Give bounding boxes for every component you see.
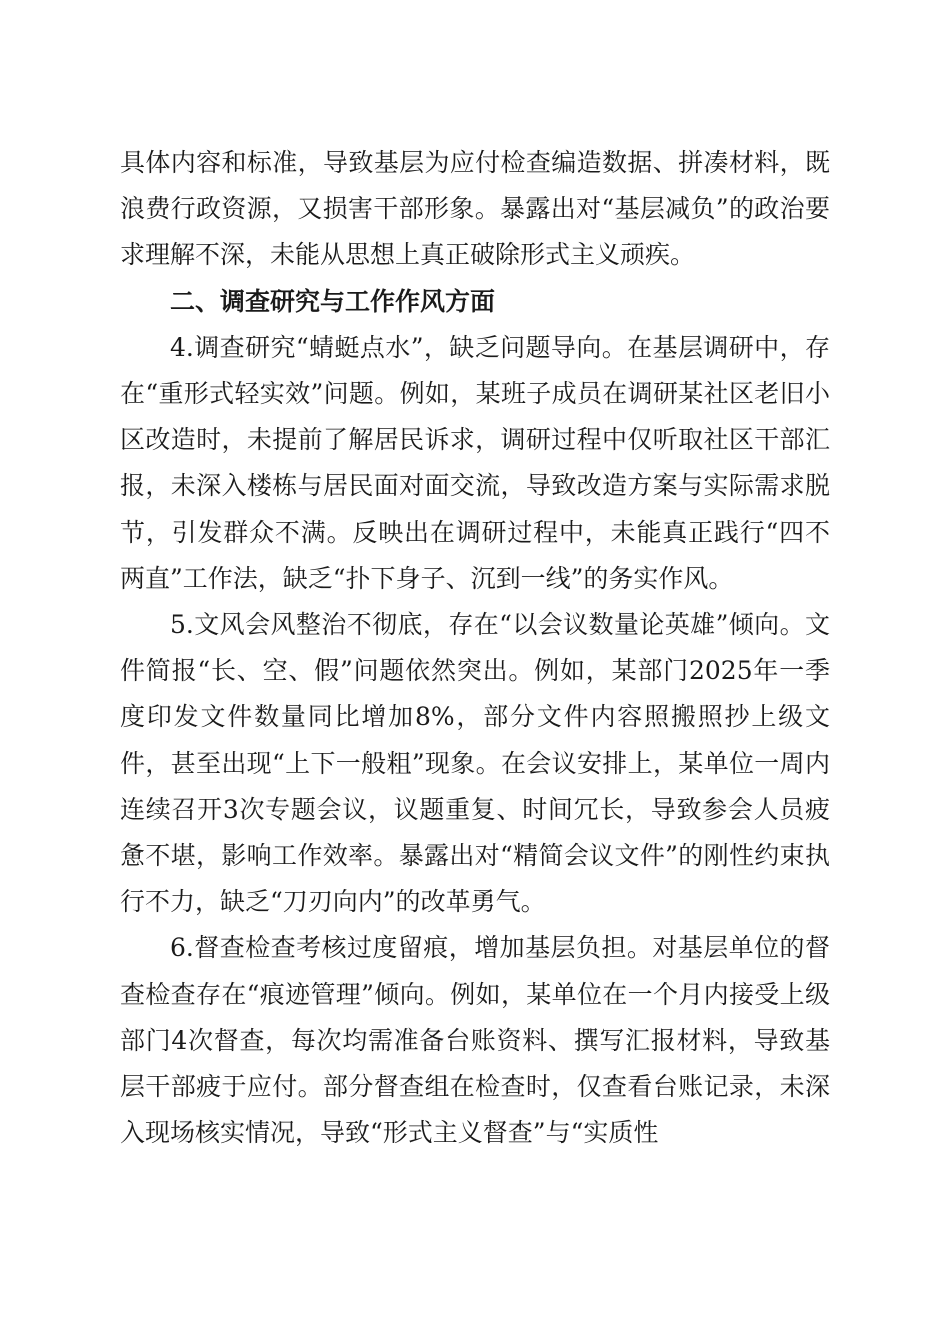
- paragraph-item-6: 6.督查检查考核过度留痕，增加基层负担。对基层单位的督查检查存在“痕迹管理”倾向。例如，某单位在一个月内接受上级部门4次督查，每次均需准备台账资料、撰写汇报材料，导致基层干部疲于应付。部分督查组在检查时，仅查看台账记录，未深入现场核实情况，导致“形式主义督查”与“实质性: [120, 933, 830, 1148]
- section-heading: 二、调查研究与工作作风方面: [170, 286, 496, 316]
- paragraph-continuation: 具体内容和标准，导致基层为应付检查编造数据、拼凑材料，既浪费行政资源，又损害干部形象。暴露出对“基层减负”的政治要求理解不深，未能从思想上真正破除形式主义顽疾。: [120, 148, 830, 270]
- paragraph-item-5: 5.文风会风整治不彻底，存在“以会议数量论英雄”倾向。文件简报“长、空、假”问题依然突出。例如，某部门2025年一季度印发文件数量同比增加8%，部分文件内容照搬照抄上级文件，甚至出现“上下一般粗”现象。在会议安排上，某单位一周内连续召开3次专题会议，议题重复、时间冗长，导致参会人员疲惫不堪，影响工作效率。暴露出对“精简会议文件”的刚性约束执行不力，缺乏“刀刃向内”的改革勇气。: [120, 610, 830, 917]
- document-body: [120, 140, 830, 1156]
- paragraph-item-4: 4.调查研究“蜻蜓点水”，缺乏问题导向。在基层调研中，存在“重形式轻实效”问题。例如，某班子成员在调研某社区老旧小区改造时，未提前了解居民诉求，调研过程中仅听取社区干部汇报，未深入楼栋与居民面对面交流，导致改造方案与实际需求脱节，引发群众不满。反映出在调研过程中，未能真正践行“四不两直”工作法，缺乏“扑下身子、沉到一线”的务实作风。: [120, 332, 830, 593]
